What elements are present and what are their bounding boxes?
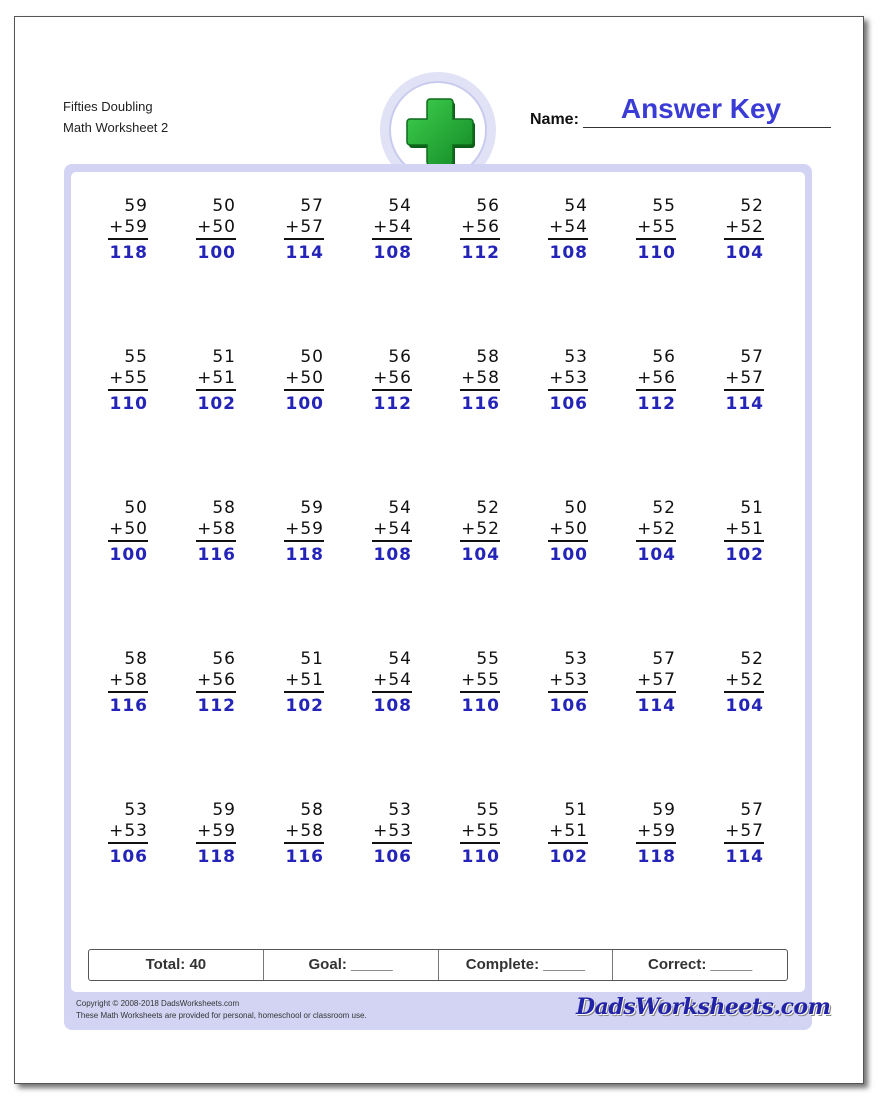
problem-15 (636, 347, 676, 417)
problem-38 (548, 800, 588, 870)
correct-cell: Correct: _____ (648, 956, 753, 973)
problem-top-number: 58 (124, 649, 148, 669)
problem-answer: 100 (197, 243, 236, 263)
problem-top-number: 56 (476, 196, 500, 216)
problem-top-number: 50 (124, 498, 148, 518)
problem-top-number: 59 (212, 800, 236, 820)
problem-32 (724, 649, 764, 719)
problem-top-number: 59 (124, 196, 148, 216)
problem-40 (724, 800, 764, 870)
problem-top-number: 55 (652, 196, 676, 216)
problem-top-number: 53 (124, 800, 148, 820)
problem-top-number: 53 (564, 649, 588, 669)
problem-bottom-number: +57 (724, 821, 764, 844)
problem-9 (108, 347, 148, 417)
problem-top-number: 59 (300, 498, 324, 518)
problem-20 (372, 498, 412, 568)
problem-bottom-number: +59 (196, 821, 236, 844)
problem-bottom-number: +55 (108, 368, 148, 391)
problem-bottom-number: +51 (548, 821, 588, 844)
title-line-2: Math Worksheet 2 (63, 120, 169, 135)
problem-16 (724, 347, 764, 417)
problem-bottom-number: +54 (548, 217, 588, 240)
problem-14 (548, 347, 588, 417)
brand-logo-text: DadsWorksheets.com (576, 994, 831, 1020)
problem-bottom-number: +55 (636, 217, 676, 240)
problem-bottom-number: +58 (196, 519, 236, 542)
problem-answer: 114 (637, 696, 676, 716)
problem-top-number: 58 (300, 800, 324, 820)
problem-answer: 108 (373, 696, 412, 716)
problem-top-number: 52 (740, 196, 764, 216)
problem-top-number: 51 (740, 498, 764, 518)
problem-top-number: 56 (652, 347, 676, 367)
problem-top-number: 54 (564, 196, 588, 216)
problem-25 (108, 649, 148, 719)
problem-bottom-number: +59 (284, 519, 324, 542)
problem-top-number: 52 (476, 498, 500, 518)
problem-2 (196, 196, 236, 266)
problem-3 (284, 196, 324, 266)
problem-top-number: 55 (476, 800, 500, 820)
problem-bottom-number: +58 (460, 368, 500, 391)
worksheet-title (63, 96, 168, 138)
goal-cell: Goal: _____ (264, 950, 439, 980)
problem-answer: 108 (549, 243, 588, 263)
problem-bottom-number: +56 (372, 368, 412, 391)
problem-answer: 110 (637, 243, 676, 263)
problem-answer: 106 (373, 847, 412, 867)
problem-top-number: 52 (652, 498, 676, 518)
problem-answer: 116 (461, 394, 500, 414)
problem-bottom-number: +52 (460, 519, 500, 542)
name-label: Name: (530, 111, 579, 128)
problem-18 (196, 498, 236, 568)
score-bar (88, 949, 788, 981)
answer-key-text: Answer Key (620, 93, 782, 124)
problem-top-number: 58 (212, 498, 236, 518)
problem-bottom-number: +55 (460, 670, 500, 693)
problem-answer: 104 (461, 545, 500, 565)
problem-answer: 116 (285, 847, 324, 867)
title-line-1: Fifties Doubling (63, 99, 153, 114)
problem-31 (636, 649, 676, 719)
problem-top-number: 51 (300, 649, 324, 669)
problem-bottom-number: +51 (284, 670, 324, 693)
problem-answer: 112 (637, 394, 676, 414)
problem-answer: 104 (637, 545, 676, 565)
problem-22 (548, 498, 588, 568)
problem-30 (548, 649, 588, 719)
problem-answer: 102 (725, 545, 764, 565)
problem-bottom-number: +54 (372, 519, 412, 542)
copyright-text: Copyright © 2008-2018 DadsWorksheets.com (76, 999, 240, 1008)
problem-23 (636, 498, 676, 568)
problem-top-number: 55 (476, 649, 500, 669)
problem-29 (460, 649, 500, 719)
problem-top-number: 57 (300, 196, 324, 216)
problem-bottom-number: +53 (372, 821, 412, 844)
problem-top-number: 54 (388, 649, 412, 669)
problem-area (71, 172, 805, 992)
problem-bottom-number: +53 (108, 821, 148, 844)
problem-answer: 102 (197, 394, 236, 414)
problem-36 (372, 800, 412, 870)
problem-bottom-number: +56 (636, 368, 676, 391)
problem-answer: 100 (285, 394, 324, 414)
problem-answer: 102 (285, 696, 324, 716)
problem-37 (460, 800, 500, 870)
problem-12 (372, 347, 412, 417)
problem-top-number: 54 (388, 498, 412, 518)
problem-top-number: 59 (652, 800, 676, 820)
problem-answer: 108 (373, 243, 412, 263)
problem-answer: 114 (725, 847, 764, 867)
problem-bottom-number: +57 (724, 368, 764, 391)
problem-top-number: 52 (740, 649, 764, 669)
problem-bottom-number: +52 (724, 217, 764, 240)
problem-bottom-number: +57 (636, 670, 676, 693)
problem-26 (196, 649, 236, 719)
problem-answer: 100 (549, 545, 588, 565)
problem-top-number: 57 (740, 800, 764, 820)
problem-answer: 114 (285, 243, 324, 263)
problem-19 (284, 498, 324, 568)
problem-10 (196, 347, 236, 417)
problem-bottom-number: +52 (724, 670, 764, 693)
problem-bottom-number: +56 (460, 217, 500, 240)
problem-27 (284, 649, 324, 719)
problem-answer: 112 (197, 696, 236, 716)
problem-6 (548, 196, 588, 266)
problem-top-number: 50 (212, 196, 236, 216)
problem-answer: 118 (197, 847, 236, 867)
problem-bottom-number: +50 (108, 519, 148, 542)
problem-5 (460, 196, 500, 266)
problem-bottom-number: +53 (548, 670, 588, 693)
problem-answer: 118 (285, 545, 324, 565)
problem-28 (372, 649, 412, 719)
problem-bottom-number: +59 (108, 217, 148, 240)
problem-answer: 102 (549, 847, 588, 867)
usage-notice: These Math Worksheets are provided for personal, homeschool or classroom use. (76, 1011, 367, 1020)
problem-bottom-number: +58 (284, 821, 324, 844)
problem-17 (108, 498, 148, 568)
problem-answer: 112 (373, 394, 412, 414)
complete-cell: Complete: _____ (439, 950, 614, 980)
problem-answer: 112 (461, 243, 500, 263)
problem-top-number: 50 (300, 347, 324, 367)
problem-top-number: 57 (740, 347, 764, 367)
problem-answer: 110 (461, 696, 500, 716)
problem-13 (460, 347, 500, 417)
problem-11 (284, 347, 324, 417)
problem-answer: 108 (373, 545, 412, 565)
problem-top-number: 56 (388, 347, 412, 367)
problem-top-number: 53 (388, 800, 412, 820)
problem-answer: 116 (197, 545, 236, 565)
problem-top-number: 50 (564, 498, 588, 518)
problem-top-number: 58 (476, 347, 500, 367)
problem-bottom-number: +55 (460, 821, 500, 844)
problem-39 (636, 800, 676, 870)
problem-35 (284, 800, 324, 870)
problem-answer: 104 (725, 243, 764, 263)
problem-bottom-number: +53 (548, 368, 588, 391)
problem-bottom-number: +51 (196, 368, 236, 391)
footer-notice (76, 998, 367, 1022)
problem-answer: 110 (461, 847, 500, 867)
problem-bottom-number: +54 (372, 670, 412, 693)
problem-4 (372, 196, 412, 266)
problem-grid (71, 172, 805, 992)
problem-bottom-number: +56 (196, 670, 236, 693)
problem-1 (108, 196, 148, 266)
problem-21 (460, 498, 500, 568)
problem-top-number: 57 (652, 649, 676, 669)
name-line (583, 127, 831, 128)
problem-answer: 106 (549, 394, 588, 414)
problem-bottom-number: +58 (108, 670, 148, 693)
problem-top-number: 53 (564, 347, 588, 367)
problem-answer: 106 (549, 696, 588, 716)
problem-33 (108, 800, 148, 870)
problem-bottom-number: +50 (196, 217, 236, 240)
total-cell: Total: 40 (89, 950, 264, 980)
problem-bottom-number: +51 (724, 519, 764, 542)
problem-answer: 114 (725, 394, 764, 414)
problem-bottom-number: +59 (636, 821, 676, 844)
problem-34 (196, 800, 236, 870)
problem-bottom-number: +57 (284, 217, 324, 240)
problem-answer: 116 (109, 696, 148, 716)
problem-answer: 100 (109, 545, 148, 565)
problem-bottom-number: +52 (636, 519, 676, 542)
problem-answer: 118 (109, 243, 148, 263)
problem-8 (724, 196, 764, 266)
problem-answer: 106 (109, 847, 148, 867)
problem-answer: 110 (109, 394, 148, 414)
problem-top-number: 56 (212, 649, 236, 669)
problem-panel (64, 164, 831, 1030)
problem-top-number: 54 (388, 196, 412, 216)
problem-24 (724, 498, 764, 568)
problem-top-number: 51 (212, 347, 236, 367)
problem-7 (636, 196, 676, 266)
problem-top-number: 51 (564, 800, 588, 820)
problem-bottom-number: +50 (284, 368, 324, 391)
problem-answer: 118 (637, 847, 676, 867)
problem-bottom-number: +50 (548, 519, 588, 542)
problem-answer: 104 (725, 696, 764, 716)
problem-top-number: 55 (124, 347, 148, 367)
problem-bottom-number: +54 (372, 217, 412, 240)
